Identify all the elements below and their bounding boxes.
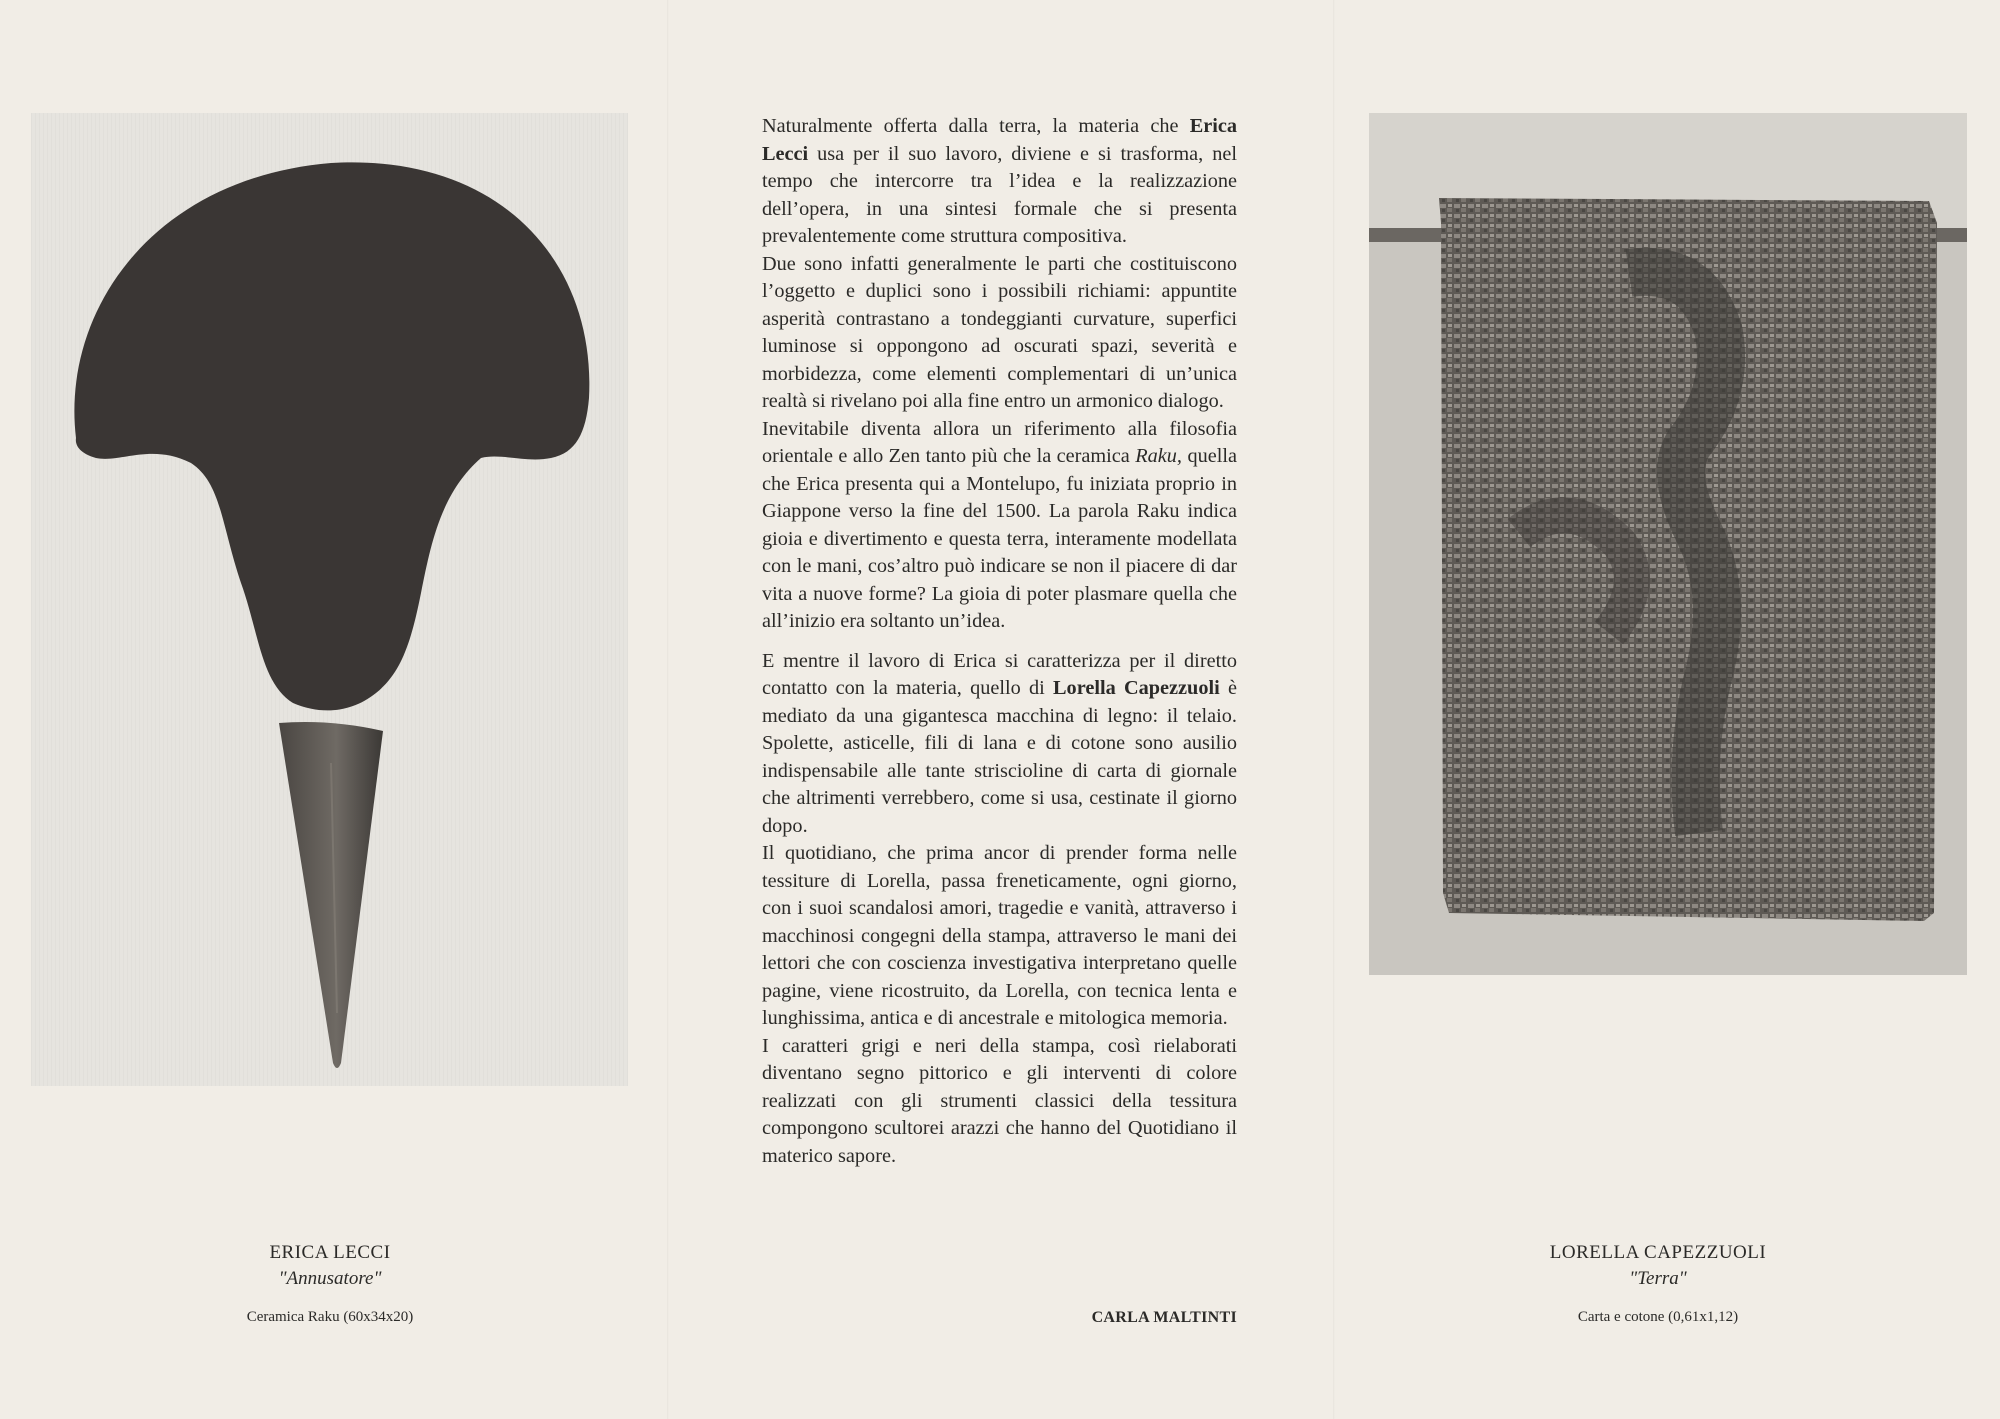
artist-name-lorella: Lorella Capezzuoli <box>1053 677 1220 699</box>
article-text <box>762 113 1237 1170</box>
paragraph-3: Inevitabile diventa allora un riferimento alla filosofia orientale e allo Zen tanto più che la ceramica Raku, quella che Erica presenta qui a Montelupo, fu iniziata proprio in Giappone verso la fine del 1500. La parola Raku indica gioia e divertimento e questa terra, interamente modellata con le mani, cos’altro può indicare se non il piacere di dar vita a nuove forme? La gioia di poter plasmare quella che all’inizio era soltanto un’idea. <box>762 417 1237 632</box>
caption-left <box>80 1240 580 1328</box>
paragraph-2: Due sono infatti generalmente le parti che costituiscono l’oggetto e duplici sono i possibili richiami: appuntite asperità contrastano a tondeggianti curvature, superfici luminose si oppongono ad oscurati spazi, severità e morbidezza, come elementi complementari di un’unica realtà si rivelano poi alla fine entro un armonico dialogo. <box>762 252 1237 412</box>
artist-name: LORELLA CAPEZZUOLI <box>1549 1242 1767 1263</box>
artwork-title: "Terra" <box>1629 1268 1687 1289</box>
paragraph-5: Il quotidiano, che prima ancor di prender forma nelle tessiture di Lorella, passa freneticamente, ogni giorno, con i suoi scandalosi amori, tragedie e vanità, attraverso i macchinosi congegni della stampa, attraverso le mani dei lettori che con coscienza investigativa interpretano quelle pagine, viene ricostruito, da Lorella, con tecnica lenta e lunghissima, antica e di ancestrale e mitologica memoria. <box>762 842 1237 1029</box>
raku-term: Raku, <box>1135 445 1182 467</box>
fold-line-right <box>1333 0 1335 1419</box>
sculpture-cap-shape <box>74 162 589 710</box>
artist-name: ERICA LECCI <box>269 1242 391 1263</box>
paragraph-1: Naturalmente offerta dalla terra, la materia che Erica Lecci usa per il suo lavoro, diviene e si trasforma, nel tempo che intercorre tra l’idea e la realizzazione dell’opera, in una sintesi formale che si presenta prevalentemente come struttura compositiva. <box>762 115 1237 247</box>
artwork-technique: Ceramica Raku (60x34x20) <box>246 1309 414 1325</box>
artist-name-erica: Erica Lecci <box>762 115 1237 165</box>
paragraph-4: E mentre il lavoro di Erica si caratterizza per il diretto contatto con la materia, quello di Lorella Capezzuoli è mediato da una gigantesca macchina di legno: il telaio. Spolette, asticelle, fili di lana e di cotone sono ausilio indispensabile alle tante striscioline di carta di giornale che altrimenti verrebbero, come si usa, cestinate il giorno dopo. <box>762 649 1237 837</box>
author-signature: CARLA MALTINTI <box>1091 1309 1237 1326</box>
tapestry-photo-terra <box>1369 113 1967 984</box>
caption-right <box>1408 1240 1908 1328</box>
artwork-technique: Carta e cotone (0,61x1,12) <box>1577 1309 1739 1325</box>
sculpture-photo-annusatore <box>31 113 628 1086</box>
fold-line-left <box>667 0 669 1419</box>
artwork-title: "Annusatore" <box>278 1268 382 1289</box>
paragraph-6: I caratteri grigi e neri della stampa, così rielaborati diventano segno pittorico e gli interventi di colore realizzati con gli strumenti classici della tessitura compongono scultorei arazzi che hanno del Quotidiano il materico sapore. <box>762 1034 1237 1167</box>
